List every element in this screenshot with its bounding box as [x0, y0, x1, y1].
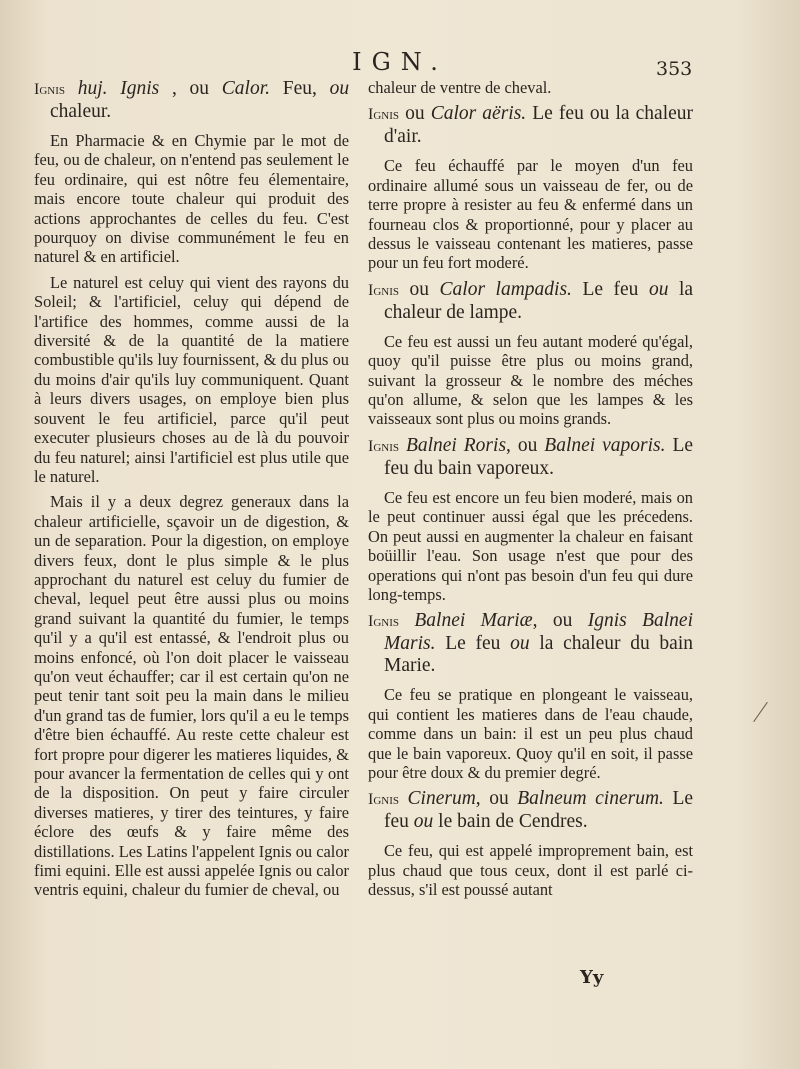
- paragraph: Ce feu échauffé par le moyen d'un feu ordinaire allumé sous un vaisseau de fer, ou de terre propre à resister au feu & enfermé dans un fourneau clos & proportionné, pour y placer au dessus le vaisseau contenant les matieres, passe pour un feu fort moderé.: [368, 156, 693, 273]
- left-column: [34, 78, 349, 906]
- entry-title-calor-aeris: Ignis ou Calor aëris. Le feu ou la chaleur d'air.: [368, 103, 694, 148]
- entry-title-balnei-roris: Ignis Balnei Roris, ou Balnei vaporis. Le feu du bain vaporeux.: [368, 434, 694, 479]
- paragraph: Ce feu est encore un feu bien moderé, mais on le peut continuer aussi égal que les précedens. On peut aussi en augmenter la chaleur en faisant boüillir l'eau. Son usage n'est que pour des operations qui n'ont pas besoin d'un feu qui dure long-temps.: [368, 487, 693, 604]
- paragraph: Mais il y a deux degrez generaux dans la chaleur artificielle, sçavoir un de digestion, & un de separation. Pour la digestion, on employe divers feux, dont le plus simple & le plus approchant du naturel est celuy du fumier de cheval, lequel peut être aussi plus ou moins grand suivant la quantité du fumier, le temps qu'il y a qu'il est entassé, & l'endroit plus ou moins enfoncé, où l'on doit placer le vaisseau qu'on veut échauffer; car il est certain qu'on ne peut tenir tant soit peu la main dans le milieu d'un grand tas de fumier, lors qu'il a eu le temps d'être bien échauffé. Au reste cette chaleur est fort propre pour digerer les matieres liquides, & pour avancer la fermentation de celles qui y ont de la disposition. On peut y faire circuler diverses matieres, y tirer des teintures, y faire éclore des œufs & y faire même des distillations. Les Latins l'appelent Ignis ou calor fimi equini. Elle est aussi appelée Ignis ou calor ventris equini, chaleur du fumier de cheval, ou: [34, 492, 349, 900]
- page-edge-mark: [753, 702, 768, 722]
- entry-title-cinerum: Ignis Cinerum, ou Balneum cinerum. Le feu ou le bain de Cendres.: [368, 788, 694, 833]
- entry-title-balnei-mariae: Ignis Balnei Mariæ, ou Ignis Balnei Maris. Le feu ou la chaleur du bain Marie.: [368, 610, 693, 677]
- paragraph-continuation: chaleur de ventre de cheval.: [368, 78, 552, 97]
- running-title: IGN.: [352, 48, 448, 76]
- paragraph: Le naturel est celuy qui vient des rayons du Soleil; & l'artificiel, celuy qui dépend de l'artifice des hommes, comme aussi de la diversité & de la quantité de la matiere combustible qu'ils luy fournissent, & du plus ou du moins d'air qu'ils luy communiquent. Quant à leurs divers usages, on employe bien plus souvent le feu artificiel, parce qu'il peut executer plusieurs choses au de là du pouvoir du feu naturel; ainsi l'artificiel est plus utile que le naturel.: [34, 272, 349, 486]
- right-column: [368, 78, 693, 906]
- signature-mark: Yy: [580, 967, 604, 988]
- paragraph: Ce feu se pratique en plongeant le vaisseau, qui contient les matieres dans de l'eau chaude, comme dans un bain: il est un peu plus chaud que le bain vaporeux. Quoy qu'il en soit, il passe pour être doux & du premier degré.: [368, 685, 693, 782]
- page-number: 353: [656, 58, 693, 80]
- paragraph: Ce feu, qui est appelé improprement bain, est plus chaud que tous ceux, dont il est parlé ci-dessus, s'il est poussé autant: [368, 841, 693, 900]
- entry-title-ignis-calor: Ignis huj. Ignis , ou Calor. Feu, ou chaleur.: [34, 78, 350, 122]
- paragraph: En Pharmacie & en Chymie par le mot de feu, ou de chaleur, on n'entend pas seulement le feu ordinaire, qui est nôtre feu élementaire, mais encore toute chaleur qui produit des actions approchantes de celles du feu. C'est pourquoy on divise communément le feu en naturel & en artificiel.: [34, 131, 349, 267]
- entry-title-calor-lampadis: Ignis ou Calor lampadis. Le feu ou la chaleur de lampe.: [368, 278, 694, 323]
- paragraph: Ce feu est aussi un feu autant moderé qu'égal, quoy qu'il puisse être plus ou moins grand, suivant la grosseur & le nombre des méches qu'on allume, & selon que les lampes & les vaisseaux sont plus ou moins grands.: [368, 331, 693, 429]
